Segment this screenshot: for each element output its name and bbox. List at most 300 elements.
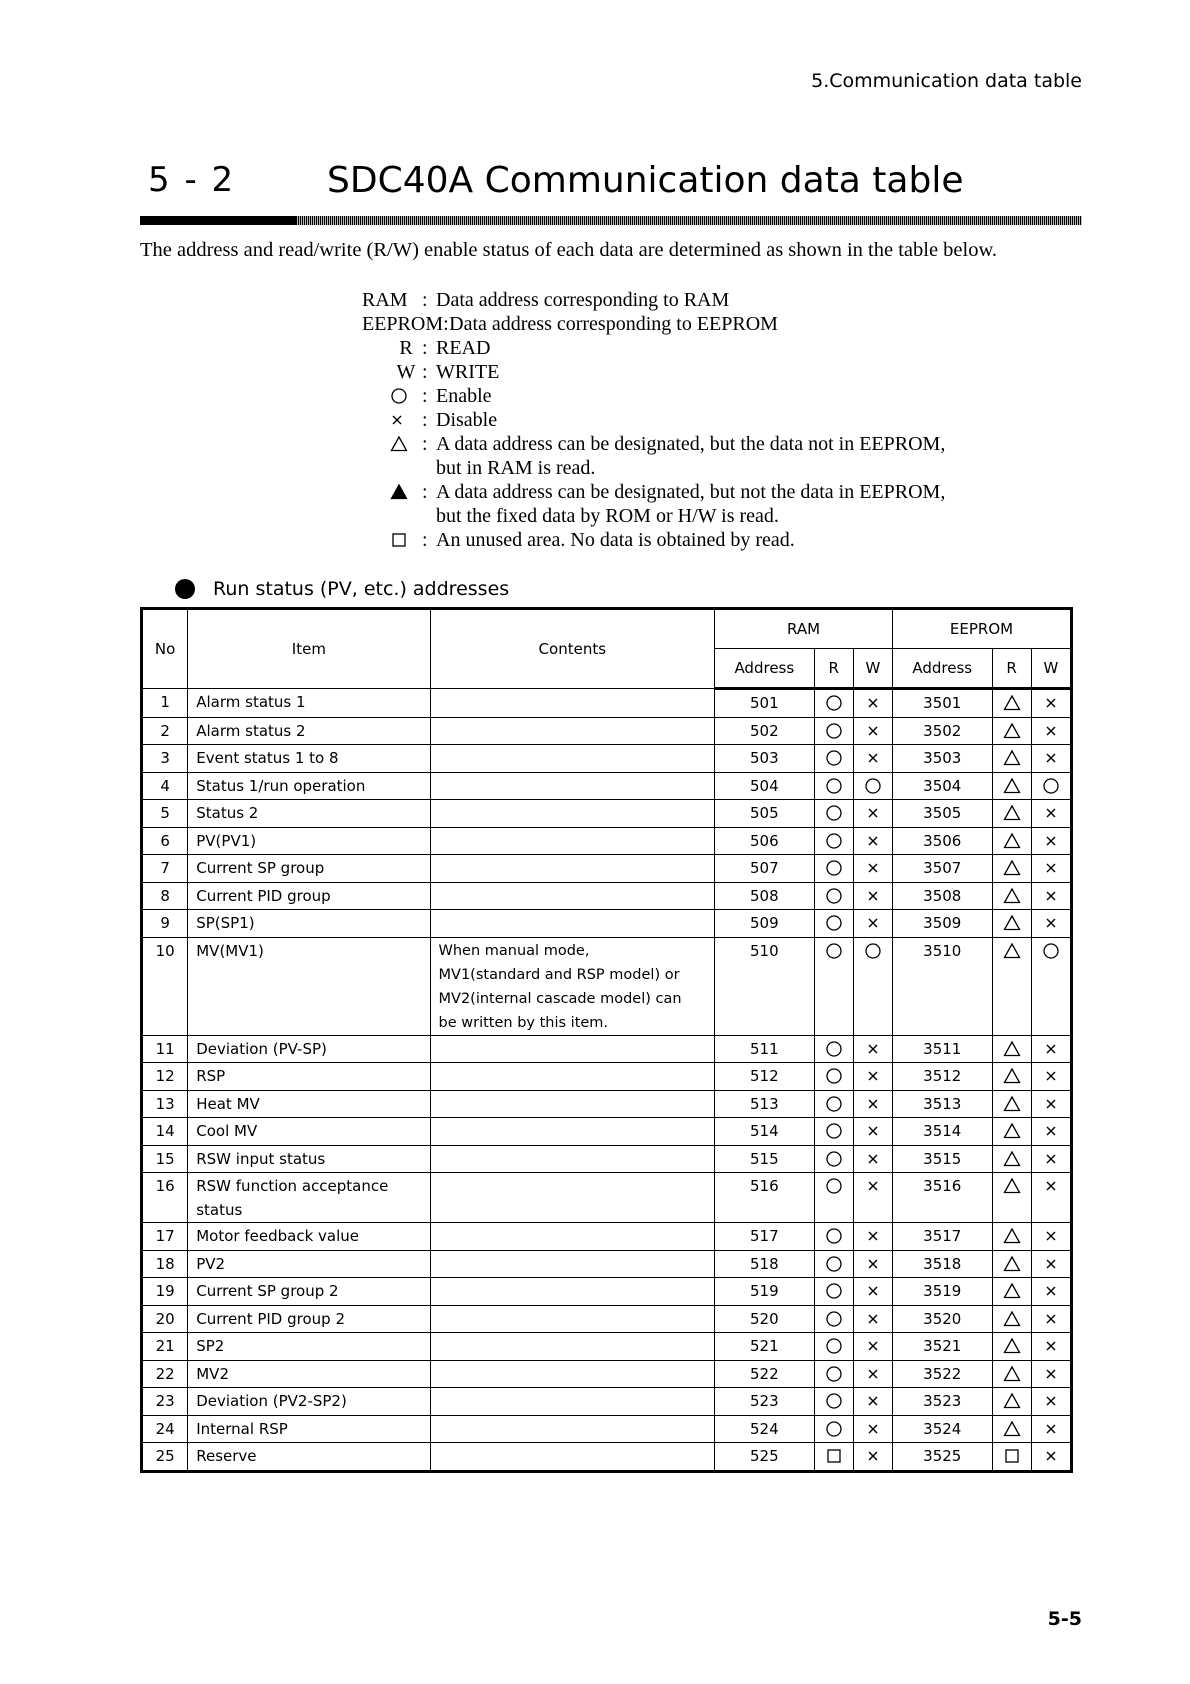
ram-read xyxy=(814,827,853,855)
row-no: 25 xyxy=(142,1443,188,1472)
row-item: Status 1/run operation xyxy=(188,772,430,800)
contents-line: When manual mode, xyxy=(438,942,590,959)
table-row xyxy=(142,800,1072,828)
ram-address: 521 xyxy=(715,1333,815,1361)
eeprom-write xyxy=(1031,1063,1071,1091)
circle-icon xyxy=(815,938,853,965)
row-contents xyxy=(430,855,715,883)
contents-line: MV2(internal cascade model) can xyxy=(438,990,682,1007)
eeprom-address: 3508 xyxy=(892,882,992,910)
subsection-title: Run status (PV, etc.) addresses xyxy=(213,578,510,600)
table-row xyxy=(142,937,1072,1035)
ram-address: 509 xyxy=(715,910,815,938)
legend-separator: : xyxy=(422,529,428,551)
running-header: 5.Communication data table xyxy=(811,70,1082,92)
row-no: 9 xyxy=(142,910,188,938)
eeprom-read xyxy=(992,1388,1031,1416)
row-no: 18 xyxy=(142,1250,188,1278)
ram-address: 504 xyxy=(715,772,815,800)
table-row xyxy=(142,882,1072,910)
eeprom-write xyxy=(1031,1443,1071,1472)
legend-text: READ xyxy=(436,337,491,359)
triangle-icon xyxy=(993,1388,1031,1415)
ram-address: 520 xyxy=(715,1305,815,1333)
triangle-icon xyxy=(993,1118,1031,1145)
cross-icon xyxy=(1032,1173,1070,1200)
ram-address: 524 xyxy=(715,1415,815,1443)
cross-icon xyxy=(1032,1036,1070,1063)
legend-row xyxy=(362,288,1082,312)
circle-icon xyxy=(815,1333,853,1360)
row-no: 6 xyxy=(142,827,188,855)
row-contents xyxy=(430,1415,715,1443)
legend-separator: : xyxy=(422,385,428,407)
ram-write xyxy=(853,1360,892,1388)
eeprom-write xyxy=(1031,1118,1071,1146)
row-item: Current SP group 2 xyxy=(188,1278,430,1306)
ram-read xyxy=(814,1278,853,1306)
triangle-icon xyxy=(993,828,1031,855)
row-no: 7 xyxy=(142,855,188,883)
cross-icon xyxy=(854,1173,892,1200)
circle-icon xyxy=(815,745,853,772)
circle-icon xyxy=(390,384,422,408)
triangle-icon xyxy=(993,1361,1031,1388)
ram-write xyxy=(853,717,892,745)
item-line: RSW function acceptance xyxy=(196,1177,389,1195)
row-no: 19 xyxy=(142,1278,188,1306)
circle-icon xyxy=(815,828,853,855)
circle-icon xyxy=(815,1036,853,1063)
table-row xyxy=(142,1443,1072,1472)
eeprom-write xyxy=(1031,1090,1071,1118)
circle-icon xyxy=(854,773,892,800)
cross-icon xyxy=(1032,1443,1070,1470)
eeprom-address: 3506 xyxy=(892,827,992,855)
cross-icon xyxy=(1032,1091,1070,1118)
triangle-icon xyxy=(993,1306,1031,1333)
row-contents xyxy=(430,937,715,1035)
header-eeprom-address: Address xyxy=(892,649,992,689)
ram-write xyxy=(853,1388,892,1416)
ram-address: 518 xyxy=(715,1250,815,1278)
cross-icon xyxy=(854,1278,892,1305)
eeprom-address: 3504 xyxy=(892,772,992,800)
triangle-icon xyxy=(993,1036,1031,1063)
legend-row xyxy=(390,360,1082,384)
eeprom-write xyxy=(1031,1145,1071,1173)
eeprom-write xyxy=(1031,882,1071,910)
row-item: Current PID group xyxy=(188,882,430,910)
cross-icon xyxy=(854,1036,892,1063)
ram-address: 514 xyxy=(715,1118,815,1146)
table-row xyxy=(142,1388,1072,1416)
eeprom-read xyxy=(992,1360,1031,1388)
triangle-icon xyxy=(993,1333,1031,1360)
triangle-icon xyxy=(390,432,422,456)
legend-row xyxy=(390,336,1082,360)
ram-read xyxy=(814,1443,853,1472)
circle-icon xyxy=(815,1361,853,1388)
circle-icon xyxy=(1032,773,1070,800)
row-contents xyxy=(430,1145,715,1173)
circle-icon xyxy=(815,1388,853,1415)
row-no: 23 xyxy=(142,1388,188,1416)
eeprom-address: 3507 xyxy=(892,855,992,883)
item-line: status xyxy=(196,1201,243,1219)
row-contents xyxy=(430,910,715,938)
table-row xyxy=(142,1278,1072,1306)
cross-icon xyxy=(1032,1146,1070,1173)
ram-read xyxy=(814,1118,853,1146)
ram-write xyxy=(853,1063,892,1091)
cross-icon xyxy=(854,800,892,827)
row-item: PV2 xyxy=(188,1250,430,1278)
cross-icon xyxy=(1032,1306,1070,1333)
row-contents xyxy=(430,1035,715,1063)
ram-write xyxy=(853,1443,892,1472)
eeprom-read xyxy=(992,882,1031,910)
row-item: RSP xyxy=(188,1063,430,1091)
eeprom-read xyxy=(992,1035,1031,1063)
cross-icon xyxy=(854,1223,892,1250)
ram-write xyxy=(853,689,892,718)
header-item: Item xyxy=(188,609,430,689)
legend-separator: : xyxy=(422,433,428,455)
eeprom-read xyxy=(992,745,1031,773)
eeprom-address: 3518 xyxy=(892,1250,992,1278)
eeprom-write xyxy=(1031,827,1071,855)
row-item: Status 2 xyxy=(188,800,430,828)
ram-address: 515 xyxy=(715,1145,815,1173)
eeprom-address: 3521 xyxy=(892,1333,992,1361)
ram-address: 510 xyxy=(715,937,815,1035)
row-contents xyxy=(430,1173,715,1223)
eeprom-address: 3511 xyxy=(892,1035,992,1063)
circle-icon xyxy=(1032,938,1070,965)
table-row xyxy=(142,689,1072,718)
row-no: 22 xyxy=(142,1360,188,1388)
table-row xyxy=(142,1035,1072,1063)
eeprom-write xyxy=(1031,910,1071,938)
ram-address: 522 xyxy=(715,1360,815,1388)
cross-icon xyxy=(854,1063,892,1090)
eeprom-address: 3514 xyxy=(892,1118,992,1146)
ram-address: 508 xyxy=(715,882,815,910)
row-contents xyxy=(430,772,715,800)
table-row xyxy=(142,1305,1072,1333)
table-row xyxy=(142,772,1072,800)
row-item: MV(MV1) xyxy=(188,937,430,1035)
row-item: Alarm status 1 xyxy=(188,689,430,718)
legend-label: EEPROM xyxy=(362,313,444,335)
header-ram-w: W xyxy=(853,649,892,689)
row-contents xyxy=(430,1250,715,1278)
square-icon xyxy=(815,1443,853,1470)
triangle-icon xyxy=(993,800,1031,827)
eeprom-write xyxy=(1031,855,1071,883)
eeprom-write xyxy=(1031,745,1071,773)
eeprom-read xyxy=(992,855,1031,883)
legend-row xyxy=(390,408,1082,432)
square-icon xyxy=(993,1443,1031,1470)
triangle-icon xyxy=(993,1173,1031,1200)
eeprom-address: 3516 xyxy=(892,1173,992,1223)
eeprom-read xyxy=(992,1145,1031,1173)
ram-address: 519 xyxy=(715,1278,815,1306)
triangle-icon xyxy=(993,1091,1031,1118)
eeprom-read xyxy=(992,1415,1031,1443)
row-item: PV(PV1) xyxy=(188,827,430,855)
row-no: 16 xyxy=(142,1173,188,1223)
eeprom-write xyxy=(1031,772,1071,800)
triangle-icon xyxy=(993,773,1031,800)
row-no: 2 xyxy=(142,717,188,745)
table-row xyxy=(142,1063,1072,1091)
cross-icon xyxy=(854,855,892,882)
table-row xyxy=(142,827,1072,855)
eeprom-write xyxy=(1031,717,1071,745)
triangle-icon xyxy=(993,938,1031,965)
legend-text: Data address corresponding to RAM xyxy=(436,289,730,311)
ram-read xyxy=(814,1173,853,1223)
eeprom-address: 3505 xyxy=(892,800,992,828)
ram-write xyxy=(853,855,892,883)
ram-address: 503 xyxy=(715,745,815,773)
legend-text: An unused area. No data is obtained by read. xyxy=(436,529,795,551)
circle-icon xyxy=(815,1306,853,1333)
cross-icon xyxy=(854,1251,892,1278)
eeprom-write xyxy=(1031,1305,1071,1333)
row-contents xyxy=(430,717,715,745)
circle-icon xyxy=(815,1251,853,1278)
cross-icon xyxy=(1032,1063,1070,1090)
circle-icon xyxy=(815,773,853,800)
legend xyxy=(362,288,1082,552)
cross-icon xyxy=(1032,1223,1070,1250)
ram-read xyxy=(814,855,853,883)
cross-icon xyxy=(1032,1278,1070,1305)
cross-icon xyxy=(854,1443,892,1470)
row-no: 3 xyxy=(142,745,188,773)
cross-icon xyxy=(854,1118,892,1145)
row-contents xyxy=(430,1388,715,1416)
cross-icon xyxy=(1032,1251,1070,1278)
ram-read xyxy=(814,882,853,910)
eeprom-read xyxy=(992,827,1031,855)
cross-icon xyxy=(854,1388,892,1415)
row-contents xyxy=(430,1090,715,1118)
eeprom-address: 3519 xyxy=(892,1278,992,1306)
triangle-icon xyxy=(993,855,1031,882)
ram-address: 501 xyxy=(715,689,815,718)
contents-line: MV1(standard and RSP model) or xyxy=(438,966,680,983)
row-item: Current PID group 2 xyxy=(188,1305,430,1333)
ram-read xyxy=(814,745,853,773)
ram-read xyxy=(814,1250,853,1278)
row-contents xyxy=(430,1443,715,1472)
table-row xyxy=(142,1415,1072,1443)
cross-icon xyxy=(1032,1333,1070,1360)
intro-paragraph: The address and read/write (R/W) enable status of each data are determined as shown in the table below. xyxy=(140,239,998,261)
circle-icon xyxy=(815,1416,853,1443)
subsection-heading xyxy=(175,578,509,600)
title-rule xyxy=(140,216,1082,225)
circle-icon xyxy=(815,910,853,937)
ram-read xyxy=(814,800,853,828)
cross-icon xyxy=(1032,1416,1070,1443)
triangle-icon xyxy=(993,1223,1031,1250)
cross-icon xyxy=(1032,1388,1070,1415)
legend-text: Enable xyxy=(436,385,492,407)
eeprom-write xyxy=(1031,937,1071,1035)
cross-icon xyxy=(1032,855,1070,882)
row-item: RSW input status xyxy=(188,1145,430,1173)
section-number: 5 - 2 xyxy=(148,160,236,200)
circle-icon xyxy=(815,883,853,910)
eeprom-address: 3509 xyxy=(892,910,992,938)
triangle-icon xyxy=(993,745,1031,772)
triangle-icon xyxy=(993,718,1031,745)
cross-icon xyxy=(1032,1118,1070,1145)
eeprom-read xyxy=(992,1333,1031,1361)
triangle-icon xyxy=(993,1251,1031,1278)
eeprom-address: 3522 xyxy=(892,1360,992,1388)
header-ram: RAM xyxy=(715,609,893,649)
row-item: Alarm status 2 xyxy=(188,717,430,745)
bullet-icon xyxy=(175,579,195,599)
table-row xyxy=(142,1333,1072,1361)
eeprom-address: 3502 xyxy=(892,717,992,745)
row-no: 14 xyxy=(142,1118,188,1146)
table-row xyxy=(142,1090,1072,1118)
eeprom-write xyxy=(1031,689,1071,718)
ram-read xyxy=(814,1035,853,1063)
cross-icon xyxy=(854,1146,892,1173)
row-no: 15 xyxy=(142,1145,188,1173)
row-item: Motor feedback value xyxy=(188,1223,430,1251)
eeprom-read xyxy=(992,1443,1031,1472)
triangle-filled-icon xyxy=(390,480,422,504)
eeprom-address: 3523 xyxy=(892,1388,992,1416)
legend-row xyxy=(390,480,1082,528)
row-no: 24 xyxy=(142,1415,188,1443)
cross-icon xyxy=(1032,690,1070,717)
ram-write xyxy=(853,1173,892,1223)
row-item: Deviation (PV-SP) xyxy=(188,1035,430,1063)
cross-icon xyxy=(854,1416,892,1443)
cross-icon xyxy=(854,1333,892,1360)
eeprom-write xyxy=(1031,1250,1071,1278)
table-row xyxy=(142,855,1072,883)
cross-icon xyxy=(854,883,892,910)
ram-address: 525 xyxy=(715,1443,815,1472)
ram-read xyxy=(814,1388,853,1416)
legend-text: A data address can be designated, but not the data in EEPROM, xyxy=(436,481,946,503)
legend-separator: : xyxy=(422,289,428,311)
row-contents xyxy=(430,745,715,773)
circle-icon xyxy=(815,1173,853,1200)
ram-read xyxy=(814,937,853,1035)
eeprom-read xyxy=(992,937,1031,1035)
ram-write xyxy=(853,745,892,773)
legend-row xyxy=(390,528,1082,552)
triangle-icon xyxy=(993,1063,1031,1090)
ram-write xyxy=(853,1118,892,1146)
legend-text-continued: but the fixed data by ROM or H/W is read. xyxy=(436,505,779,527)
ram-address: 502 xyxy=(715,717,815,745)
table-row xyxy=(142,1360,1072,1388)
ram-address: 507 xyxy=(715,855,815,883)
ram-address: 505 xyxy=(715,800,815,828)
ram-write xyxy=(853,937,892,1035)
row-item: SP2 xyxy=(188,1333,430,1361)
legend-row xyxy=(390,432,1082,480)
row-item: Deviation (PV2-SP2) xyxy=(188,1388,430,1416)
row-no: 4 xyxy=(142,772,188,800)
cross-icon xyxy=(1032,745,1070,772)
eeprom-read xyxy=(992,717,1031,745)
ram-address: 512 xyxy=(715,1063,815,1091)
eeprom-write xyxy=(1031,800,1071,828)
triangle-icon xyxy=(993,883,1031,910)
ram-address: 516 xyxy=(715,1173,815,1223)
cross-icon xyxy=(854,718,892,745)
legend-text: Disable xyxy=(436,409,498,431)
circle-icon xyxy=(815,690,853,717)
ram-read xyxy=(814,910,853,938)
circle-icon xyxy=(854,938,892,965)
legend-row xyxy=(362,312,1082,336)
ram-write xyxy=(853,1223,892,1251)
table-row xyxy=(142,910,1072,938)
table-row xyxy=(142,1145,1072,1173)
header-eeprom: EEPROM xyxy=(892,609,1071,649)
legend-separator: : xyxy=(422,361,428,383)
ram-read xyxy=(814,1305,853,1333)
cross-icon xyxy=(1032,718,1070,745)
row-no: 1 xyxy=(142,689,188,718)
triangle-icon xyxy=(993,1416,1031,1443)
row-contents xyxy=(430,1360,715,1388)
row-item: Cool MV xyxy=(188,1118,430,1146)
ram-read xyxy=(814,1063,853,1091)
triangle-icon xyxy=(993,690,1031,717)
row-no: 20 xyxy=(142,1305,188,1333)
eeprom-read xyxy=(992,1223,1031,1251)
table-row xyxy=(142,717,1072,745)
ram-write xyxy=(853,827,892,855)
legend-row xyxy=(390,384,1082,408)
legend-text: Data address corresponding to EEPROM xyxy=(449,313,778,335)
row-item: Event status 1 to 8 xyxy=(188,745,430,773)
eeprom-address: 3525 xyxy=(892,1443,992,1472)
ram-address: 513 xyxy=(715,1090,815,1118)
header-ram-r: R xyxy=(814,649,853,689)
eeprom-read xyxy=(992,1278,1031,1306)
legend-label: R xyxy=(399,337,413,359)
eeprom-read xyxy=(992,800,1031,828)
cross-icon xyxy=(390,408,422,432)
circle-icon xyxy=(815,1146,853,1173)
ram-read xyxy=(814,717,853,745)
eeprom-read xyxy=(992,1250,1031,1278)
circle-icon xyxy=(815,1118,853,1145)
eeprom-read xyxy=(992,1063,1031,1091)
eeprom-address: 3517 xyxy=(892,1223,992,1251)
row-no: 13 xyxy=(142,1090,188,1118)
eeprom-address: 3524 xyxy=(892,1415,992,1443)
